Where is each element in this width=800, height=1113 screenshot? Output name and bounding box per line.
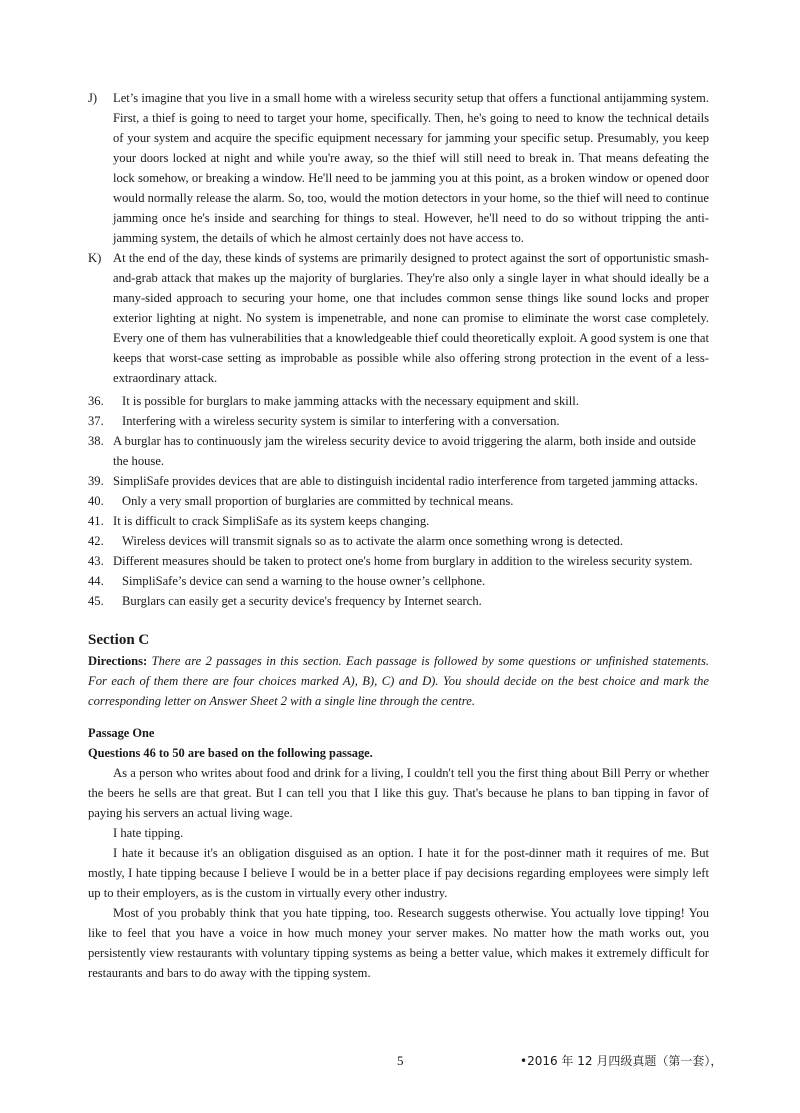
question-list bbox=[88, 391, 709, 611]
passage-paragraph: Most of you probably think that you hate tipping, too. Research suggests otherwise. You actually love tipping! You like to feel that you have a voice in how much money your server makes. No matter how the math works out, you persistently view restaurants with voluntary tipping systems as being a better value, which makes it extremely difficult for restaurants and bars to do away with the tipping system. bbox=[88, 906, 709, 980]
page-content bbox=[88, 88, 709, 983]
passage-paragraph: As a person who writes about food and drink for a living, I couldn't tell you the first thing about Bill Perry or whether the beers he sells are that great. But I can tell you that I like this guy. That's because he plans to ban tipping in favor of paying his servers an actual living wage. bbox=[88, 766, 709, 820]
question-item bbox=[88, 571, 709, 591]
page-footer bbox=[0, 1051, 800, 1071]
question-text: Different measures should be taken to protect one's home from burglary in addition to the wireless security system. bbox=[113, 554, 693, 568]
question-text: Wireless devices will transmit signals so as to activate the alarm once something wrong is detected. bbox=[122, 534, 624, 548]
question-number: 41. bbox=[88, 514, 104, 528]
question-item bbox=[88, 551, 709, 571]
question-item bbox=[88, 471, 709, 491]
question-item bbox=[88, 531, 709, 551]
paragraph-text: Let’s imagine that you live in a small home with a wireless security setup that offers a functional antijamming system. First, a thief is going to need to target your home, specifically. Then, he's going to need to know the technical details of your system and acquire the specific equipment necessary for jamming your specific setup. Presumably, you keep your doors locked at night and while you're away, so the thief will still need to break in. That means defeating the lock somehow, or breaking a window. He'll need to be jamming you at this point, as a broken window or opened door would normally release the alarm. So, too, would the motion detectors in your home, so the thief will need to continue jamming once he's inside and searching for things to steal. However, he'll need to do so without tripping the anti-jamming system, the details of which he almost certainly does not have access to. bbox=[113, 91, 709, 245]
question-text: Burglars can easily get a security device's frequency by Internet search. bbox=[122, 594, 482, 608]
question-text: A burglar has to continuously jam the wireless security device to avoid triggering the alarm, both inside and outside the house. bbox=[113, 434, 696, 468]
question-number: 45. bbox=[88, 594, 104, 608]
question-number: 40. bbox=[88, 494, 104, 508]
question-number: 39. bbox=[88, 474, 104, 488]
question-number: 42. bbox=[88, 534, 104, 548]
passage-paragraph: I hate it because it's an obligation disguised as an option. I hate it for the post-dinner math it requires of me. But mostly, I hate tipping because I believe I would be in a better place if pay decisions regarding employees were simply left up to their employers, as is the custom in virtually every other industry. bbox=[88, 846, 709, 900]
passage-paragraph: I hate tipping. bbox=[113, 826, 184, 840]
directions-label: Directions: bbox=[88, 654, 148, 668]
exam-source: •2016 年 12 月四级真题（第一套）， bbox=[520, 1054, 723, 1068]
question-text: SimpliSafe provides devices that are able to distinguish incidental radio interference from targeted jamming attacks. bbox=[113, 474, 698, 488]
passage-subtitle: Questions 46 to 50 are based on the following passage. bbox=[88, 746, 373, 760]
paragraph-label: K) bbox=[88, 251, 102, 265]
question-item bbox=[88, 591, 709, 611]
question-number: 38. bbox=[88, 434, 104, 448]
question-text: Only a very small proportion of burglaries are committed by technical means. bbox=[122, 494, 514, 508]
question-item bbox=[88, 511, 709, 531]
question-item bbox=[88, 391, 709, 411]
directions-text: There are 2 passages in this section. Each passage is followed by some questions or unfinished statements. For each of them there are four choices marked A), B), C) and D). You should decide on the best choice and mark the corresponding letter on Answer Sheet 2 with a single line through the centre. bbox=[88, 654, 709, 708]
question-item bbox=[88, 491, 709, 511]
question-text: SimpliSafe’s device can send a warning to the house owner’s cellphone. bbox=[122, 574, 486, 588]
paragraph-label: J) bbox=[88, 91, 98, 105]
question-text: It is possible for burglars to make jamming attacks with the necessary equipment and skill. bbox=[122, 394, 579, 408]
question-number: 36. bbox=[88, 394, 104, 408]
page-number: 5 bbox=[397, 1053, 404, 1068]
question-number: 43. bbox=[88, 554, 104, 568]
paragraph-j bbox=[88, 88, 709, 248]
directions bbox=[88, 651, 709, 711]
question-number: 37. bbox=[88, 414, 104, 428]
paragraph-text: At the end of the day, these kinds of systems are primarily designed to protect against the sort of opportunistic smash-and-grab attack that makes up the majority of burglaries. They're also only a single layer in what should ideally be a many-sided approach to securing your home, one that includes common sense things like sound locks and proper exterior lighting at night. No system is impenetrable, and none can promise to eliminate the worst case completely. Every one of them has vulnerabilities that a knowledgeable thief could theoretically exploit. A good system is one that keeps that worst-case setting as improbable as possible while also offering strong protection in the event of a less-extraordinary attack. bbox=[113, 251, 709, 385]
question-text: Interfering with a wireless security system is similar to interfering with a conversation. bbox=[122, 414, 560, 428]
question-item bbox=[88, 411, 709, 431]
paragraph-k bbox=[88, 248, 709, 388]
section-title: Section C bbox=[88, 632, 150, 648]
passage-title: Passage One bbox=[88, 726, 155, 740]
question-number: 44. bbox=[88, 574, 104, 588]
question-item bbox=[88, 431, 709, 471]
question-text: It is difficult to crack SimpliSafe as its system keeps changing. bbox=[113, 514, 430, 528]
